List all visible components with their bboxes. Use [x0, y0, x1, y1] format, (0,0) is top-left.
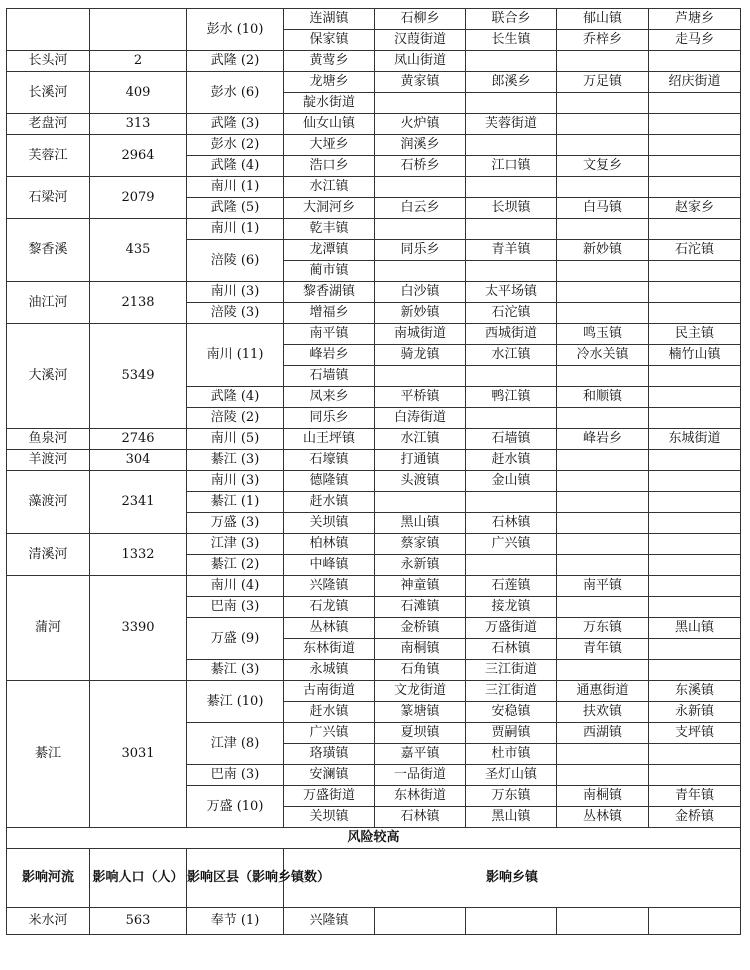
town-cell: 支坪镇 — [649, 723, 741, 744]
town-cell: 连湖镇 — [284, 9, 375, 30]
town-cell — [466, 177, 557, 198]
town-cell: 同乐乡 — [284, 408, 375, 429]
town-cell: 黄家镇 — [375, 72, 466, 93]
town-cell: 芙蓉街道 — [466, 114, 557, 135]
river-name: 老盘河 — [7, 114, 90, 135]
town-cell: 圣灯山镇 — [466, 765, 557, 786]
river-name: 油江河 — [7, 282, 90, 324]
town-cell — [557, 471, 649, 492]
table-row — [7, 9, 741, 30]
town-cell: 蔡家镇 — [375, 534, 466, 555]
town-cell — [466, 492, 557, 513]
table-row — [7, 429, 741, 450]
town-cell — [557, 555, 649, 576]
table-row — [7, 324, 741, 345]
town-cell: 峰岩乡 — [284, 345, 375, 366]
town-cell: 万盛街道 — [284, 786, 375, 807]
town-cell: 水江镇 — [375, 429, 466, 450]
population-value: 2079 — [90, 177, 187, 219]
table-row — [7, 72, 741, 93]
town-cell: 石林镇 — [466, 513, 557, 534]
town-cell — [557, 366, 649, 387]
river-name: 蒲河 — [7, 576, 90, 681]
town-cell — [466, 135, 557, 156]
town-cell — [649, 93, 741, 114]
town-cell — [466, 408, 557, 429]
county-cell: 綦江 (3) — [187, 450, 284, 471]
town-cell — [466, 366, 557, 387]
town-cell: 凤山街道 — [375, 51, 466, 72]
section-title: 风险较高 — [7, 828, 741, 849]
town-cell — [557, 303, 649, 324]
town-cell: 青年镇 — [557, 639, 649, 660]
county-cell: 南川 (4) — [187, 576, 284, 597]
town-cell — [649, 366, 741, 387]
town-cell: 峰岩乡 — [557, 429, 649, 450]
table-row — [7, 450, 741, 471]
town-cell: 乾丰镇 — [284, 219, 375, 240]
town-cell — [649, 156, 741, 177]
town-cell — [649, 387, 741, 408]
town-cell: 水江镇 — [466, 345, 557, 366]
river-name: 石梁河 — [7, 177, 90, 219]
river-name: 藻渡河 — [7, 471, 90, 534]
town-cell: 嘉平镇 — [375, 744, 466, 765]
town-cell — [649, 660, 741, 681]
town-cell: 增福乡 — [284, 303, 375, 324]
town-cell: 万东镇 — [466, 786, 557, 807]
town-cell: 郎溪乡 — [466, 72, 557, 93]
town-cell: 赶水镇 — [466, 450, 557, 471]
town-cell: 走马乡 — [649, 30, 741, 51]
county-cell: 綦江 (10) — [187, 681, 284, 723]
county-cell: 武隆 (5) — [187, 198, 284, 219]
town-cell: 芦塘乡 — [649, 9, 741, 30]
table-row — [7, 534, 741, 555]
population-value: 3031 — [90, 681, 187, 828]
town-cell: 蔺市镇 — [284, 261, 375, 282]
town-cell: 接龙镇 — [466, 597, 557, 618]
town-cell — [557, 135, 649, 156]
town-cell: 龙潭镇 — [284, 240, 375, 261]
town-cell: 石沱镇 — [466, 303, 557, 324]
town-cell — [557, 765, 649, 786]
town-cell — [557, 660, 649, 681]
county-cell: 万盛 (3) — [187, 513, 284, 534]
town-cell: 南桐镇 — [557, 786, 649, 807]
town-cell: 中峰镇 — [284, 555, 375, 576]
town-cell — [649, 450, 741, 471]
county-cell: 綦江 (3) — [187, 660, 284, 681]
town-cell: 东城街道 — [649, 429, 741, 450]
town-cell: 安澜镇 — [284, 765, 375, 786]
town-cell: 民主镇 — [649, 324, 741, 345]
county-cell: 巴南 (3) — [187, 597, 284, 618]
town-cell — [557, 450, 649, 471]
town-cell: 永新镇 — [375, 555, 466, 576]
town-cell: 黄莺乡 — [284, 51, 375, 72]
town-cell: 长坝镇 — [466, 198, 557, 219]
town-cell: 打通镇 — [375, 450, 466, 471]
county-cell: 南川 (3) — [187, 282, 284, 303]
town-cell — [649, 177, 741, 198]
county-cell: 江津 (8) — [187, 723, 284, 765]
town-cell: 金桥镇 — [375, 618, 466, 639]
river-name: 芙蓉江 — [7, 135, 90, 177]
town-cell: 石滩镇 — [375, 597, 466, 618]
town-cell — [375, 219, 466, 240]
town-cell: 白沙镇 — [375, 282, 466, 303]
town-cell: 安稳镇 — [466, 702, 557, 723]
town-cell — [375, 93, 466, 114]
town-cell — [375, 261, 466, 282]
town-cell: 神童镇 — [375, 576, 466, 597]
town-cell: 广兴镇 — [466, 534, 557, 555]
town-cell: 石莲镇 — [466, 576, 557, 597]
table-row — [7, 114, 741, 135]
county-cell: 涪陵 (3) — [187, 303, 284, 324]
town-cell: 青年镇 — [649, 786, 741, 807]
population-value: 304 — [90, 450, 187, 471]
town-cell: 青羊镇 — [466, 240, 557, 261]
header-river: 影响河流 — [7, 849, 90, 908]
county-cell: 武隆 (3) — [187, 114, 284, 135]
town-cell — [557, 261, 649, 282]
town-cell: 南城街道 — [375, 324, 466, 345]
table-row — [7, 576, 741, 597]
town-cell: 石沱镇 — [649, 240, 741, 261]
town-cell: 黎香湖镇 — [284, 282, 375, 303]
town-cell: 东林街道 — [284, 639, 375, 660]
town-cell: 太平场镇 — [466, 282, 557, 303]
population-value: 2341 — [90, 471, 187, 534]
population-value: 2 — [90, 51, 187, 72]
town-cell: 石壕镇 — [284, 450, 375, 471]
town-cell: 赶水镇 — [284, 702, 375, 723]
town-cell: 大垭乡 — [284, 135, 375, 156]
town-cell: 黑山镇 — [375, 513, 466, 534]
river-name: 大溪河 — [7, 324, 90, 429]
town-cell — [649, 492, 741, 513]
county-cell: 綦江 (1) — [187, 492, 284, 513]
town-cell: 赶水镇 — [284, 492, 375, 513]
town-cell: 扶欢镇 — [557, 702, 649, 723]
town-cell — [375, 492, 466, 513]
town-cell: 柏林镇 — [284, 534, 375, 555]
town-cell — [557, 492, 649, 513]
town-cell: 平桥镇 — [375, 387, 466, 408]
population-value — [90, 9, 187, 51]
town-cell — [557, 177, 649, 198]
town-cell — [649, 639, 741, 660]
population-value: 409 — [90, 72, 187, 114]
town-cell — [375, 366, 466, 387]
county-cell: 武隆 (4) — [187, 387, 284, 408]
town-cell: 水江镇 — [284, 177, 375, 198]
town-cell: 白云乡 — [375, 198, 466, 219]
town-cell: 石桥乡 — [375, 156, 466, 177]
county-cell: 南川 (1) — [187, 219, 284, 240]
town-cell — [557, 114, 649, 135]
town-cell: 万盛街道 — [466, 618, 557, 639]
impact-table — [6, 8, 741, 935]
town-cell: 永新镇 — [649, 702, 741, 723]
county-cell: 武隆 (4) — [187, 156, 284, 177]
town-cell: 西湖镇 — [557, 723, 649, 744]
river-name: 黎香溪 — [7, 219, 90, 282]
river-name — [7, 9, 90, 51]
header-population: 影响人口（人） — [90, 849, 187, 908]
town-cell: 郁山镇 — [557, 9, 649, 30]
town-cell: 关坝镇 — [284, 807, 375, 828]
population-value: 2138 — [90, 282, 187, 324]
town-cell: 联合乡 — [466, 9, 557, 30]
section-row — [7, 828, 741, 849]
town-cell: 贾嗣镇 — [466, 723, 557, 744]
town-cell — [557, 93, 649, 114]
river-name: 米水河 — [7, 908, 90, 935]
town-cell — [649, 471, 741, 492]
town-cell — [557, 597, 649, 618]
town-cell — [466, 555, 557, 576]
town-cell: 骑龙镇 — [375, 345, 466, 366]
table-row — [7, 177, 741, 198]
table-row — [7, 471, 741, 492]
town-cell: 丛林镇 — [557, 807, 649, 828]
town-cell: 靛水街道 — [284, 93, 375, 114]
town-cell — [466, 219, 557, 240]
town-cell — [649, 135, 741, 156]
table-row — [7, 681, 741, 702]
town-cell: 德隆镇 — [284, 471, 375, 492]
town-cell — [649, 597, 741, 618]
town-cell — [466, 93, 557, 114]
town-cell — [557, 908, 649, 935]
town-cell — [557, 282, 649, 303]
population-value: 2746 — [90, 429, 187, 450]
river-name: 长溪河 — [7, 72, 90, 114]
town-cell: 长生镇 — [466, 30, 557, 51]
town-cell: 万足镇 — [557, 72, 649, 93]
town-cell: 广兴镇 — [284, 723, 375, 744]
town-cell — [649, 908, 741, 935]
town-cell: 篆塘镇 — [375, 702, 466, 723]
town-cell: 绍庆街道 — [649, 72, 741, 93]
town-cell: 火炉镇 — [375, 114, 466, 135]
town-cell — [649, 576, 741, 597]
town-cell: 润溪乡 — [375, 135, 466, 156]
population-value: 5349 — [90, 324, 187, 429]
town-cell: 石墙镇 — [284, 366, 375, 387]
town-cell: 西城街道 — [466, 324, 557, 345]
table-row — [7, 135, 741, 156]
town-cell: 夏坝镇 — [375, 723, 466, 744]
town-cell — [557, 51, 649, 72]
town-cell — [649, 51, 741, 72]
town-cell — [649, 765, 741, 786]
table-row — [7, 282, 741, 303]
county-cell: 南川 (1) — [187, 177, 284, 198]
town-cell: 南平镇 — [284, 324, 375, 345]
town-cell: 金山镇 — [466, 471, 557, 492]
county-cell: 彭水 (2) — [187, 135, 284, 156]
town-cell: 山王坪镇 — [284, 429, 375, 450]
town-cell — [649, 303, 741, 324]
town-cell: 鸭江镇 — [466, 387, 557, 408]
town-cell — [557, 513, 649, 534]
header-county: 影响区县（影响乡镇数） — [187, 849, 284, 908]
town-cell: 石柳乡 — [375, 9, 466, 30]
town-cell — [466, 261, 557, 282]
river-name: 鱼泉河 — [7, 429, 90, 450]
town-cell: 新妙镇 — [557, 240, 649, 261]
county-cell: 奉节 (1) — [187, 908, 284, 935]
county-cell: 南川 (11) — [187, 324, 284, 387]
town-cell — [557, 219, 649, 240]
town-cell — [557, 744, 649, 765]
town-cell: 三江街道 — [466, 681, 557, 702]
county-cell: 南川 (3) — [187, 471, 284, 492]
town-cell — [649, 555, 741, 576]
table-row — [7, 908, 741, 935]
town-cell — [557, 534, 649, 555]
town-cell: 丛林镇 — [284, 618, 375, 639]
town-cell: 凤来乡 — [284, 387, 375, 408]
population-value: 3390 — [90, 576, 187, 681]
town-cell — [466, 908, 557, 935]
town-cell: 鸣玉镇 — [557, 324, 649, 345]
population-value: 435 — [90, 219, 187, 282]
town-cell: 黑山镇 — [649, 618, 741, 639]
town-cell: 兴隆镇 — [284, 576, 375, 597]
river-name: 清溪河 — [7, 534, 90, 576]
town-cell: 江口镇 — [466, 156, 557, 177]
town-cell: 杜市镇 — [466, 744, 557, 765]
town-cell — [649, 513, 741, 534]
town-cell: 石角镇 — [375, 660, 466, 681]
population-value: 1332 — [90, 534, 187, 576]
town-cell: 文龙街道 — [375, 681, 466, 702]
town-cell: 金桥镇 — [649, 807, 741, 828]
river-name: 綦江 — [7, 681, 90, 828]
town-cell: 赵家乡 — [649, 198, 741, 219]
town-cell: 楠竹山镇 — [649, 345, 741, 366]
town-cell — [649, 114, 741, 135]
town-cell: 龙塘乡 — [284, 72, 375, 93]
header-row — [7, 849, 741, 908]
town-cell: 石林镇 — [375, 807, 466, 828]
county-cell: 彭水 (6) — [187, 72, 284, 114]
town-cell — [466, 51, 557, 72]
population-value: 2964 — [90, 135, 187, 177]
town-cell: 冷水关镇 — [557, 345, 649, 366]
town-cell: 兴隆镇 — [284, 908, 375, 935]
county-cell: 南川 (5) — [187, 429, 284, 450]
town-cell: 黑山镇 — [466, 807, 557, 828]
town-cell — [649, 261, 741, 282]
header-towns: 影响乡镇 — [284, 849, 741, 908]
town-cell: 石林镇 — [466, 639, 557, 660]
town-cell: 一品街道 — [375, 765, 466, 786]
town-cell — [649, 219, 741, 240]
town-cell: 浩口乡 — [284, 156, 375, 177]
town-cell: 新妙镇 — [375, 303, 466, 324]
town-cell: 白马镇 — [557, 198, 649, 219]
town-cell: 南桐镇 — [375, 639, 466, 660]
town-cell — [375, 908, 466, 935]
town-cell: 头渡镇 — [375, 471, 466, 492]
river-name: 羊渡河 — [7, 450, 90, 471]
county-cell: 武隆 (2) — [187, 51, 284, 72]
county-cell: 万盛 (9) — [187, 618, 284, 660]
town-cell: 万东镇 — [557, 618, 649, 639]
town-cell: 东林街道 — [375, 786, 466, 807]
town-cell: 大洞河乡 — [284, 198, 375, 219]
town-cell: 石龙镇 — [284, 597, 375, 618]
town-cell — [375, 177, 466, 198]
county-cell: 江津 (3) — [187, 534, 284, 555]
town-cell: 同乐乡 — [375, 240, 466, 261]
population-value: 563 — [90, 908, 187, 935]
county-cell: 涪陵 (2) — [187, 408, 284, 429]
river-name: 长头河 — [7, 51, 90, 72]
town-cell: 永城镇 — [284, 660, 375, 681]
town-cell — [557, 408, 649, 429]
town-cell — [649, 408, 741, 429]
town-cell: 南平镇 — [557, 576, 649, 597]
town-cell: 珞璜镇 — [284, 744, 375, 765]
county-cell: 綦江 (2) — [187, 555, 284, 576]
town-cell: 关坝镇 — [284, 513, 375, 534]
table-row — [7, 51, 741, 72]
town-cell: 保家镇 — [284, 30, 375, 51]
county-cell: 涪陵 (6) — [187, 240, 284, 282]
county-cell: 万盛 (10) — [187, 786, 284, 828]
town-cell: 白涛街道 — [375, 408, 466, 429]
county-cell: 彭水 (10) — [187, 9, 284, 51]
town-cell: 乔梓乡 — [557, 30, 649, 51]
population-value: 313 — [90, 114, 187, 135]
town-cell — [649, 534, 741, 555]
town-cell: 东溪镇 — [649, 681, 741, 702]
town-cell: 仙女山镇 — [284, 114, 375, 135]
town-cell: 通惠街道 — [557, 681, 649, 702]
table-row — [7, 219, 741, 240]
town-cell: 石墙镇 — [466, 429, 557, 450]
town-cell: 三江街道 — [466, 660, 557, 681]
town-cell — [649, 282, 741, 303]
town-cell: 文复乡 — [557, 156, 649, 177]
town-cell: 古南街道 — [284, 681, 375, 702]
town-cell: 汉葭街道 — [375, 30, 466, 51]
county-cell: 巴南 (3) — [187, 765, 284, 786]
town-cell: 和顺镇 — [557, 387, 649, 408]
town-cell — [649, 744, 741, 765]
